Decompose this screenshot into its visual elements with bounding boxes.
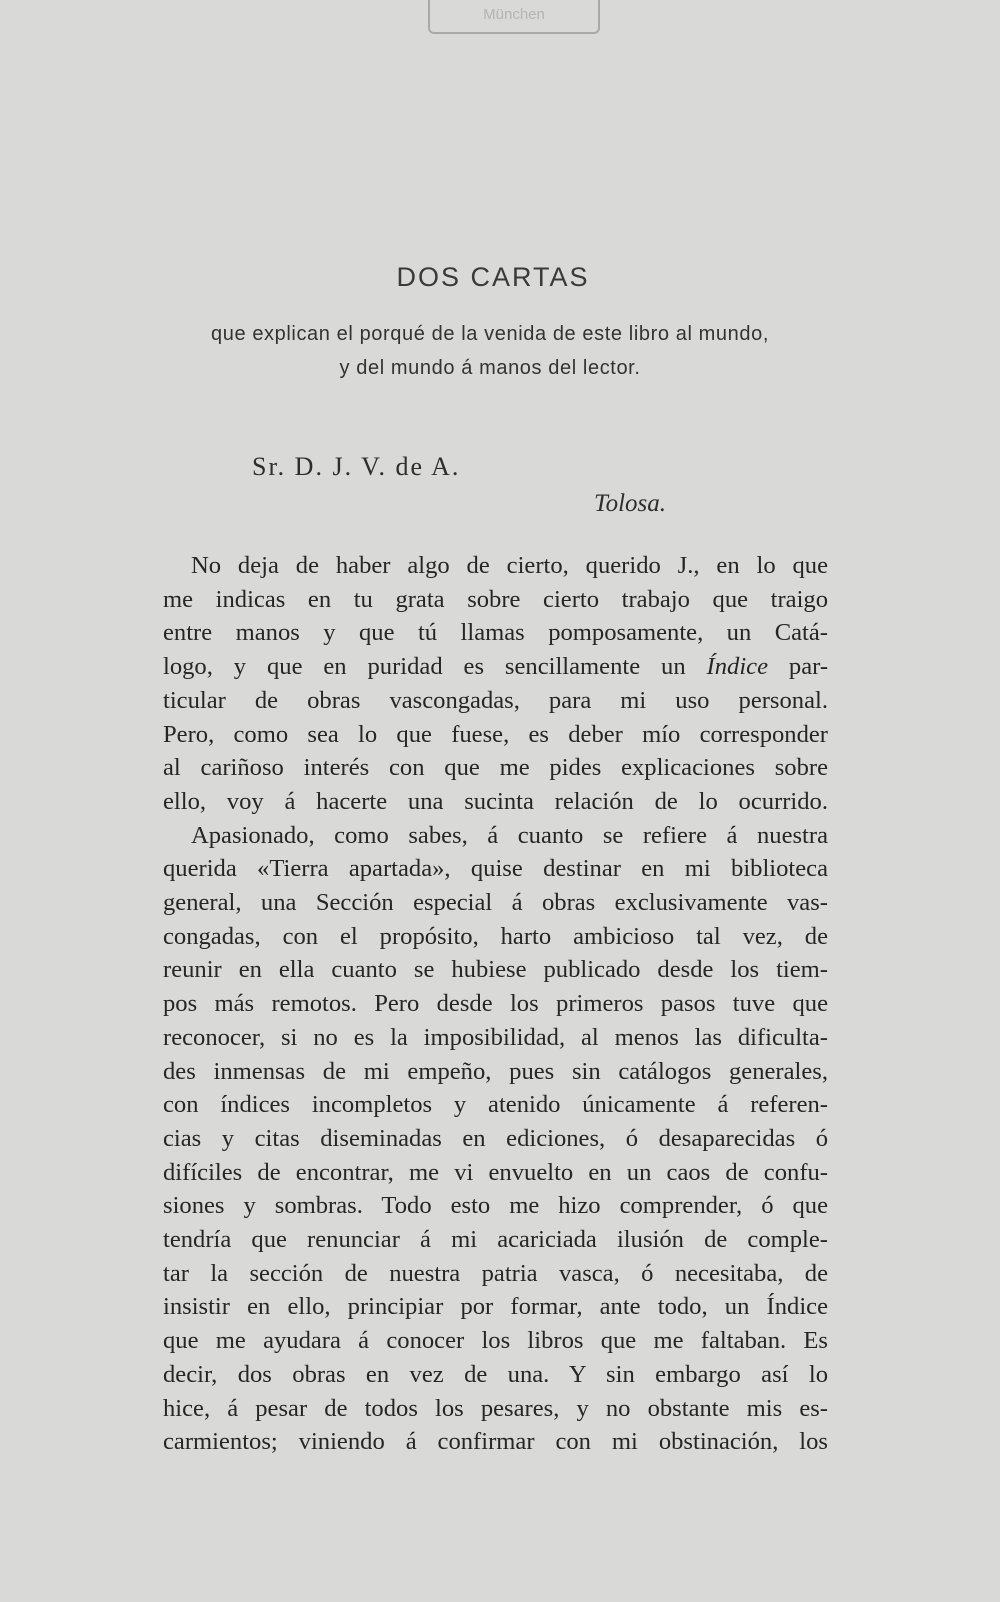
body-line: que me ayudara á conocer los libros que me faltaban. Es bbox=[163, 1327, 828, 1355]
letter-body bbox=[163, 549, 828, 1459]
body-line: querida «Tierra apartada», quise destinar en mi biblioteca bbox=[163, 855, 828, 883]
body-line: reconocer, si no es la imposibilidad, al menos las dificulta- bbox=[163, 1023, 828, 1051]
body-line: des inmensas de mi empeño, pues sin catálogos generales, bbox=[163, 1057, 828, 1085]
subtitle-line-2: y del mundo á manos del lector. bbox=[339, 357, 641, 379]
body-line: pos más remotos. Pero desde los primeros pasos tuve que bbox=[163, 990, 828, 1018]
body-line: ello, voy á hacerte una sucinta relación de lo ocurrido. bbox=[163, 787, 828, 815]
body-line: Apasionado, como sabes, á cuanto se refiere á nuestra bbox=[191, 821, 828, 849]
page-title: DOS CARTAS bbox=[396, 262, 590, 292]
body-line: con índices incompletos y atenido únicamente á referen- bbox=[163, 1091, 828, 1119]
letter-place: Tolosa. bbox=[594, 490, 667, 517]
body-line: siones y sombras. Todo esto me hizo comprender, ó que bbox=[163, 1192, 828, 1220]
body-line: me indicas en tu grata sobre cierto trabajo que traigo bbox=[163, 585, 828, 613]
body-line: hice, á pesar de todos los pesares, y no obstante mis es- bbox=[163, 1394, 828, 1422]
body-line: entre manos y que tú llamas pomposamente, un Catá- bbox=[163, 619, 828, 647]
letter-addressee: Sr. D. J. V. de A. bbox=[252, 452, 461, 481]
body-line: al cariñoso interés con que me pides explicaciones sobre bbox=[163, 754, 828, 782]
body-line bbox=[163, 650, 828, 684]
body-line: insistir en ello, principiar por formar, ante todo, un Índice bbox=[163, 1293, 828, 1321]
body-line: tar la sección de nuestra patria vasca, ó necesitaba, de bbox=[163, 1259, 828, 1287]
body-line: difíciles de encontrar, me vi envuelto en un caos de confu- bbox=[163, 1158, 828, 1186]
body-line: congadas, con el propósito, harto ambicioso tal vez, de bbox=[163, 922, 828, 950]
body-line: ticular de obras vascongadas, para mi uso personal. bbox=[163, 686, 828, 714]
body-line: tendría que renunciar á mi acariciada ilusión de comple- bbox=[163, 1226, 828, 1254]
body-line: general, una Sección especial á obras exclusivamente vas- bbox=[163, 889, 828, 917]
body-line: carmientos; viniendo á confirmar con mi obstinación, los bbox=[163, 1428, 828, 1456]
body-line: reunir en ella cuanto se hubiese publicado desde los tiem- bbox=[163, 956, 828, 984]
body-line: No deja de haber algo de cierto, querido J., en lo que bbox=[191, 552, 828, 579]
body-line-text: logo, y que en puridad es sencillamente un bbox=[163, 653, 707, 681]
subtitle-line-1: que explican el porqué de la venida de este libro al mundo, bbox=[211, 323, 769, 345]
library-stamp: München bbox=[428, 0, 600, 34]
body-line-text: par- bbox=[768, 653, 829, 681]
body-line: cias y citas diseminadas en ediciones, ó desaparecidas ó bbox=[163, 1124, 828, 1152]
body-line: Pero, como sea lo que fuese, es deber mío corresponder bbox=[163, 720, 828, 748]
subtitle bbox=[150, 317, 830, 385]
italic-term: Índice bbox=[706, 653, 768, 681]
body-line: decir, dos obras en vez de una. Y sin embargo así lo bbox=[163, 1360, 828, 1388]
